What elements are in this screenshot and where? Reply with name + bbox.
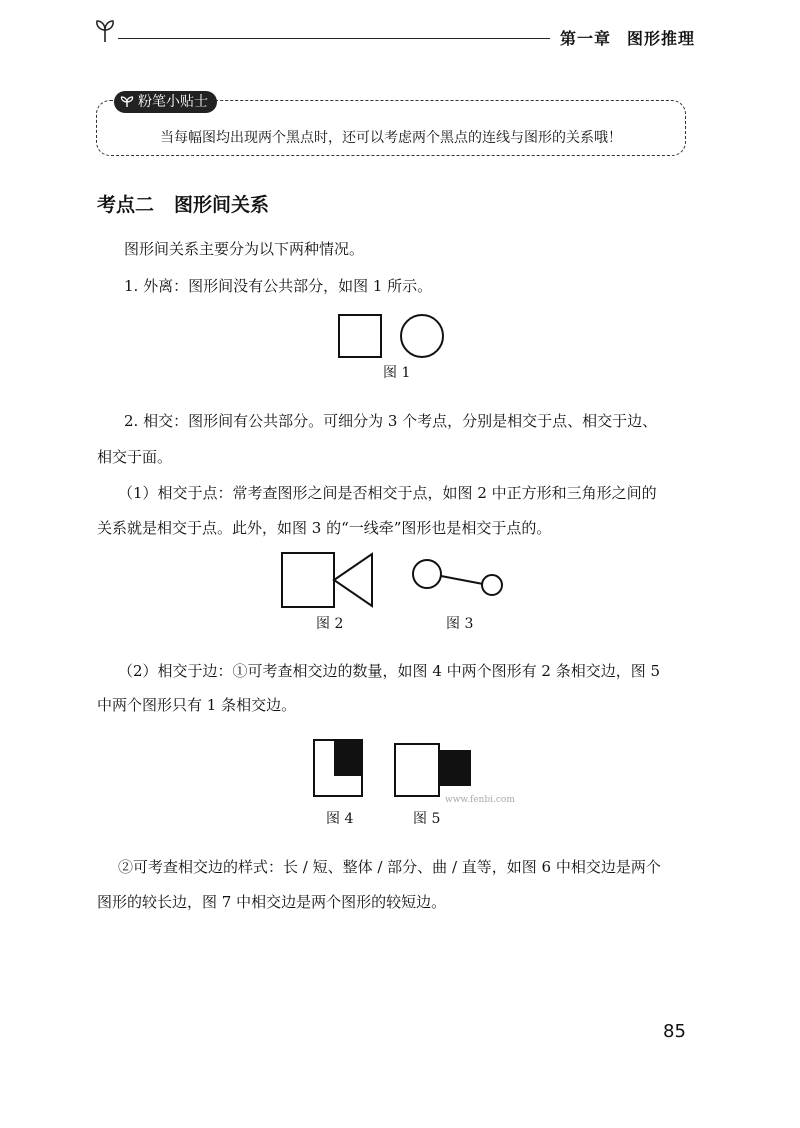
tip-label-text: 粉笔小贴士 — [138, 94, 208, 110]
chapter-title: 图形推理 — [627, 29, 696, 48]
paragraph-edge-2: 中两个图形只有 1 条相交边。 — [97, 696, 297, 714]
paragraph-intersect-1: 2. 相交：图形间有公共部分。可细分为 3 个考点，分别是相交于点、相交于边、 — [124, 412, 658, 430]
white-square-shape — [395, 744, 439, 796]
paragraph-intro: 图形间关系主要分为以下两种情况。 — [124, 240, 365, 258]
paragraph-separation: 1. 外离：图形间没有公共部分，如图 1 所示。 — [124, 277, 433, 295]
paragraph-intersect-2: 相交于面。 — [97, 448, 173, 466]
header-rule — [118, 38, 550, 39]
figure-4 — [312, 738, 366, 800]
figure-5-caption: 图 5 — [413, 811, 441, 827]
large-circle-shape — [413, 560, 441, 588]
figure-4-caption: 图 4 — [326, 811, 354, 827]
figure-5 — [393, 742, 477, 798]
tip-label — [114, 91, 217, 113]
page-number: 85 — [663, 1021, 686, 1042]
running-header — [560, 26, 695, 49]
sprout-icon — [94, 18, 116, 44]
section-title — [97, 190, 269, 217]
small-circle-shape — [482, 575, 502, 595]
figure-1-caption: 图 1 — [383, 365, 411, 381]
section-name: 图形间关系 — [174, 194, 270, 216]
figure-3-caption: 图 3 — [446, 616, 474, 632]
black-rectangle-shape — [439, 750, 471, 786]
watermark: www.fenbi.com — [445, 795, 515, 805]
square-shape — [339, 315, 381, 357]
figure-2 — [280, 550, 376, 610]
paragraph-point-1: （1）相交于点：常考查图形之间是否相交于点，如图 2 中正方形和三角形之间的 — [118, 484, 657, 502]
circle-shape — [401, 315, 443, 357]
section-number: 考点二 — [97, 194, 155, 216]
paragraph-style-2: 图形的较长边，图 7 中相交边是两个图形的较短边。 — [97, 893, 447, 911]
triangle-shape — [334, 554, 372, 606]
figure-3 — [410, 558, 506, 600]
sprout-icon — [120, 96, 134, 108]
chapter-label: 第一章 — [560, 29, 612, 48]
paragraph-style-1: ②可考查相交边的样式：长 / 短、整体 / 部分、曲 / 直等，如图 6 中相交边是两个 — [118, 858, 661, 876]
paragraph-point-2: 关系就是相交于点。此外，如图 3 的“一线牵”图形也是相交于点的。 — [97, 519, 552, 537]
paragraph-edge-1: （2）相交于边：①可考查相交边的数量，如图 4 中两个图形有 2 条相交边，图 5 — [118, 662, 661, 680]
figure-1 — [336, 312, 446, 360]
inner-black-rectangle-shape — [334, 740, 362, 776]
tip-text: 当每幅图均出现两个黑点时，还可以考虑两个黑点的连线与图形的关系哦！ — [160, 130, 622, 146]
square-shape — [282, 553, 334, 607]
connecting-line — [441, 576, 483, 584]
figure-2-caption: 图 2 — [316, 616, 344, 632]
